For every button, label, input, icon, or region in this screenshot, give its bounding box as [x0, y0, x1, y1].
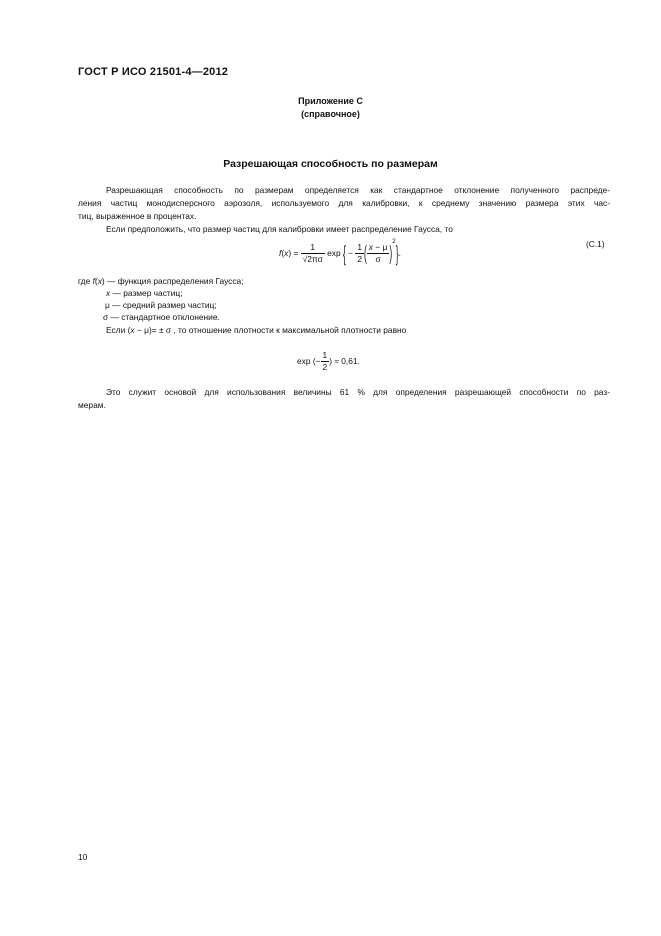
equation-gauss: f ( x ) = $\frac{1}{√2\pi\sigma}$ exp { − $\frac{1}{2}$ ( $\frac{x - \mu}{\sigma}$ ) $^2$ } .: [279, 238, 401, 266]
eq2-half-fraction: [321, 350, 330, 373]
condition-var: x: [130, 325, 135, 335]
eq2-exp: exp: [297, 356, 311, 366]
eq-left-brace: {: [342, 240, 346, 266]
eq2-half-num: 1: [322, 349, 328, 360]
condition-mu: − μ: [134, 325, 149, 335]
annex-title: Приложение С: [298, 96, 363, 106]
eq-half-num: 1: [357, 241, 362, 252]
def-text: стандартное отклонение.: [121, 312, 220, 322]
paragraph-definition: [78, 184, 610, 223]
eq-equals: =: [293, 248, 299, 258]
page-number: 10: [78, 852, 88, 862]
definitions-lead: где: [78, 276, 91, 286]
eq-inner-x: x: [368, 241, 373, 252]
eq2-open: (−: [312, 356, 321, 366]
def-symbol: μ: [105, 300, 110, 310]
paragraph-line: ления частиц монодисперсного аэрозоля, используемого для калибровки, к среднему значению размера этих час-: [78, 198, 610, 208]
paragraph-gauss-intro: Если предположить, что размер частиц для калибровки имеет распределение Гаусса, то: [106, 224, 453, 234]
eq-minus: −: [348, 248, 353, 258]
eq-normalizer-fraction: [301, 242, 325, 265]
standard-code: ГОСТ Р ИСО 21501-4—2012: [78, 66, 229, 78]
equation-label: (С.1): [586, 239, 605, 249]
eq-sigma: σ: [317, 253, 323, 264]
eq-inner-fraction: [367, 241, 393, 265]
annex-type: (справочное): [301, 109, 360, 119]
eq-normalizer-den: √2πσ: [302, 253, 323, 264]
section-heading: Разрешающая способность по размерам: [223, 158, 438, 170]
eq2-half-den: 2: [322, 361, 328, 372]
eq2-approx: ≈ 0,61.: [334, 356, 360, 366]
def-symbol: x: [106, 288, 111, 298]
eq-right-paren: ): [389, 241, 393, 265]
eq-inner-num: [367, 242, 390, 254]
def-dash: —: [107, 276, 116, 286]
eq-power: 2: [392, 238, 396, 245]
def-dash: —: [112, 300, 121, 310]
eq-half-den: 2: [357, 253, 362, 264]
eq-end-punct: .: [398, 248, 401, 258]
eq-normalizer-num: 1: [301, 242, 325, 254]
definition-row: [103, 311, 220, 324]
eq-right-brace: }: [395, 240, 399, 266]
def-text: средний размер частиц;: [122, 300, 217, 310]
condition-rhs: = ± σ ,: [151, 325, 176, 335]
eq-inner-den: σ: [375, 253, 381, 264]
condition-tail: то отношение плотности к максимальной плотности равно: [178, 325, 407, 335]
definition-row: где f(x) — функция распределения Гаусса;: [78, 276, 244, 286]
eq-lhs-func: f: [279, 248, 282, 258]
paragraph-condition: Если (x − μ)= ± σ , то отношение плотности к максимальной плотности равно: [106, 325, 407, 335]
def-text: функция распределения Гаусса;: [117, 276, 244, 286]
def-symbol-var: x: [97, 276, 102, 286]
eq-half-fraction: [355, 242, 364, 265]
eq-left-paren: (: [364, 241, 367, 265]
eq-inner-mu: − μ: [372, 241, 388, 252]
def-symbol-func: f: [92, 276, 95, 286]
def-symbol: σ: [103, 312, 109, 322]
paragraph-line: Это служит основой для использования величины 61 % для определения разрешающей способности по раз-: [106, 387, 610, 397]
def-dash: —: [110, 312, 119, 322]
paragraph-conclusion: [78, 386, 610, 412]
equation-ratio: [297, 348, 360, 374]
def-dash: —: [112, 288, 121, 298]
eq-lhs-var: x: [284, 248, 289, 258]
paragraph-line: мерам.: [78, 400, 106, 410]
eq-sqrt-term: 2π: [307, 253, 318, 264]
eq-exp: exp: [327, 248, 341, 258]
eq2-close: ): [329, 356, 332, 366]
paragraph-line: Разрешающая способность по размерам определяется как стандартное отклонение полученного распреде-: [106, 185, 610, 195]
paragraph-line: тиц, выраженное в процентах.: [78, 211, 197, 221]
condition-lead: Если: [106, 325, 126, 335]
def-text: размер частиц;: [123, 288, 183, 298]
